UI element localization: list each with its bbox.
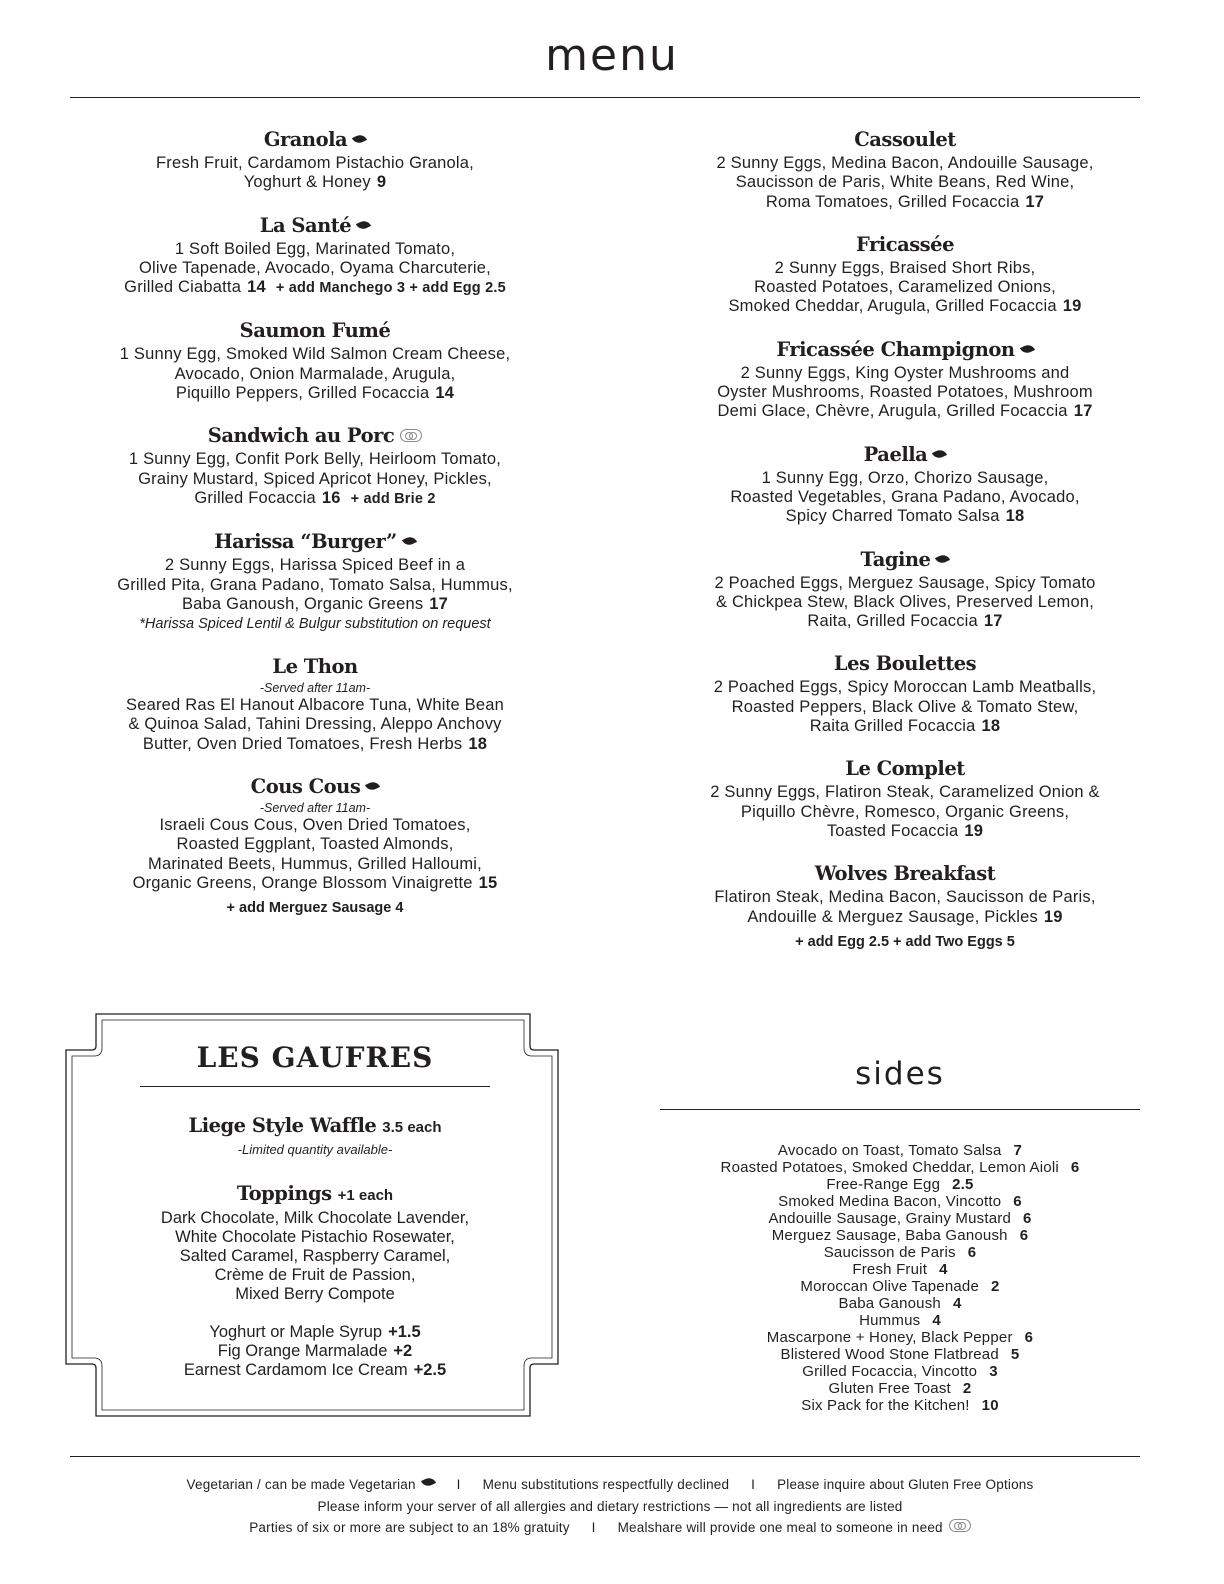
- side-item: [660, 1346, 1140, 1363]
- side-price: 6: [1023, 1210, 1032, 1227]
- description-line: [660, 364, 1150, 383]
- description-text: Demi Glace, Chèvre, Arugula, Grilled Focaccia: [717, 402, 1068, 421]
- item-description: [70, 240, 560, 299]
- item-addons: + add Brie 2: [350, 490, 436, 507]
- side-price: 4: [952, 1295, 962, 1312]
- description-text: Fresh Fruit, Cardamom Pistachio Granola,: [156, 154, 474, 172]
- toppings-line: Salted Caramel, Raspberry Caramel,: [179, 1247, 451, 1265]
- item-description: [70, 816, 560, 893]
- item-addons: + add Manchego 3 + add Egg 2.5: [275, 280, 506, 297]
- description-line: [70, 173, 560, 192]
- side-price: 2.5: [952, 1176, 974, 1193]
- side-item: [660, 1227, 1140, 1244]
- footer-line-1: [70, 1474, 1150, 1496]
- side-item: [660, 1142, 1140, 1159]
- description-text: Grainy Mustard, Spiced Apricot Honey, Pickles,: [138, 469, 492, 488]
- item-price: 19: [1062, 297, 1082, 316]
- extra-label: Fig Orange Marmalade: [217, 1342, 388, 1360]
- item-name-text: Les Boulettes: [833, 652, 977, 676]
- legend-veg-text: Vegetarian / can be made Vegetarian: [186, 1477, 416, 1492]
- description-text: Roma Tomatoes, Grilled Focaccia: [765, 192, 1020, 211]
- served-note: -Served after 11am-: [259, 801, 371, 816]
- description-text: Smoked Cheddar, Arugula, Grilled Focaccia: [728, 297, 1057, 316]
- description-line: [660, 888, 1150, 907]
- side-item: [660, 1244, 1140, 1261]
- item-name: [70, 212, 560, 240]
- side-item: [660, 1176, 1140, 1193]
- description-line: [70, 489, 560, 509]
- description-text: 2 Poached Eggs, Spicy Moroccan Lamb Meatballs,: [713, 678, 1097, 697]
- sides-list: [660, 1142, 1140, 1414]
- toppings-line: Dark Chocolate, Milk Chocolate Lavender,: [160, 1209, 470, 1227]
- item-name-text: Sandwich au Porc: [207, 424, 395, 448]
- description-line: [70, 154, 560, 173]
- item-name-text: Granola: [263, 128, 348, 151]
- side-label: Grilled Focaccia, Vincotto: [802, 1363, 978, 1380]
- description-line: [660, 297, 1150, 316]
- side-price: 10: [981, 1397, 999, 1414]
- item-name: [660, 755, 1150, 783]
- sides-divider: [660, 1109, 1140, 1110]
- item-name-text: Le Thon: [272, 655, 358, 679]
- footer-line-3: [70, 1517, 1150, 1539]
- item-name: [660, 860, 1150, 888]
- description-text: Baba Ganoush, Organic Greens: [181, 594, 424, 613]
- toppings-line: Mixed Berry Compote: [235, 1285, 395, 1303]
- side-price: 5: [1010, 1346, 1020, 1363]
- allergies-text: Please inform your server of all allergies and dietary restrictions — not all ingredients are listed: [317, 1498, 903, 1514]
- extra-label: Yoghurt or Maple Syrup: [209, 1323, 383, 1341]
- item-name-text: Fricassée Champignon: [776, 337, 1015, 361]
- footer-divider: [70, 1456, 1140, 1457]
- description-text: Oyster Mushrooms, Roasted Potatoes, Mushroom: [717, 383, 1093, 402]
- description-text: Roasted Vegetables, Grana Padano, Avocado,: [730, 487, 1080, 506]
- left-menu-column: [70, 126, 560, 937]
- gluten-free-text: Please inquire about Gluten Free Options: [777, 1477, 1034, 1492]
- side-label: Roasted Potatoes, Smoked Cheddar, Lemon Aioli: [720, 1159, 1059, 1176]
- extra-price: +2.5: [413, 1361, 447, 1379]
- item-price: 18: [468, 734, 488, 753]
- item-name-text: La Santé: [259, 213, 352, 237]
- side-label: Smoked Medina Bacon, Vincotto: [778, 1193, 1002, 1210]
- description-line: [660, 803, 1150, 822]
- description-line: [70, 450, 560, 469]
- description-line: [70, 278, 560, 298]
- description-text: Raita, Grilled Focaccia: [807, 612, 978, 631]
- description-text: Piquillo Peppers, Grilled Focaccia: [175, 384, 430, 403]
- extra-price: +1.5: [388, 1323, 421, 1341]
- item-name: [660, 546, 1150, 574]
- menu-item: [660, 546, 1150, 632]
- description-text: 1 Soft Boiled Egg, Marinated Tomato,: [174, 239, 456, 258]
- description-text: Organic Greens, Orange Blossom Vinaigrette: [132, 873, 473, 892]
- item-name: [70, 126, 560, 154]
- page-title: menu: [545, 30, 679, 81]
- description-text: Roasted Eggplant, Toasted Almonds,: [176, 835, 454, 854]
- side-price: 6: [1024, 1329, 1034, 1346]
- sides-title: sides: [855, 1056, 945, 1092]
- description-text: 2 Sunny Eggs, Medina Bacon, Andouille Sausage,: [716, 154, 1094, 172]
- description-line: [70, 696, 560, 715]
- header-divider: [70, 97, 1140, 98]
- side-label: Hummus: [859, 1312, 921, 1329]
- item-description: [70, 556, 560, 614]
- menu-item: [660, 650, 1150, 736]
- item-addon-line: + add Egg 2.5 + add Two Eggs 5: [795, 933, 1015, 950]
- side-item: [660, 1193, 1140, 1210]
- description-line: [70, 816, 560, 835]
- menu-item: [660, 441, 1150, 527]
- item-name: [660, 231, 1150, 259]
- side-price: 6: [1019, 1227, 1029, 1244]
- side-label: Gluten Free Toast: [828, 1380, 951, 1397]
- description-text: & Chickpea Stew, Black Olives, Preserved Lemon,: [715, 592, 1095, 611]
- side-item: [660, 1295, 1140, 1312]
- item-description: [660, 154, 1150, 212]
- waffle-name: [70, 1113, 560, 1141]
- item-price: 14: [247, 278, 266, 297]
- side-label: Avocado on Toast, Tomato Salsa: [777, 1142, 1002, 1159]
- side-item: [660, 1312, 1140, 1329]
- side-item: [660, 1278, 1140, 1295]
- toppings-name-text: Toppings: [236, 1182, 332, 1205]
- item-price: 19: [964, 821, 984, 840]
- item-description: [70, 345, 560, 403]
- menu-item: [660, 231, 1150, 317]
- description-line: [660, 383, 1150, 402]
- item-name: [70, 653, 560, 681]
- description-text: 2 Sunny Eggs, King Oyster Mushrooms and: [740, 363, 1070, 382]
- description-text: Grilled Pita, Grana Padano, Tomato Salsa, Hummus,: [117, 575, 513, 594]
- description-line: [660, 507, 1150, 526]
- side-label: Free-Range Egg: [826, 1176, 941, 1193]
- item-name-text: Paella: [863, 442, 928, 466]
- description-text: Israeli Cous Cous, Oven Dried Tomatoes,: [159, 816, 471, 835]
- menu-item: [70, 773, 560, 918]
- description-line: [70, 874, 560, 893]
- menu-item: [660, 126, 1150, 212]
- description-text: Grilled Ciabatta: [124, 278, 242, 297]
- mealshare-icon: [949, 1519, 971, 1532]
- description-line: [70, 345, 560, 364]
- description-text: Roasted Potatoes, Caramelized Onions,: [754, 278, 1056, 297]
- description-line: [660, 193, 1150, 212]
- description-text: Raita Grilled Focaccia: [809, 717, 976, 736]
- side-price: 6: [967, 1244, 977, 1261]
- description-text: Seared Ras El Hanout Albacore Tuna, White Bean: [126, 696, 504, 715]
- description-line: [70, 576, 560, 595]
- description-line: [660, 259, 1150, 278]
- item-name: [70, 422, 560, 450]
- item-name-text: Wolves Breakfast: [814, 862, 996, 886]
- item-description: [660, 364, 1150, 422]
- side-item: [660, 1159, 1140, 1176]
- item-price: 16: [321, 488, 341, 507]
- menu-item: [660, 860, 1150, 952]
- item-name: [660, 126, 1150, 154]
- description-text: Marinated Beets, Hummus, Grilled Halloumi,: [148, 854, 482, 873]
- extra-label: Earnest Cardamom Ice Cream: [183, 1361, 408, 1379]
- description-text: Saucisson de Paris, White Beans, Red Wine,: [735, 173, 1075, 192]
- leaf-icon: [1020, 342, 1035, 355]
- gaufres-extra-item: [70, 1342, 560, 1361]
- menu-item: [70, 212, 560, 299]
- footer: [70, 1474, 1150, 1539]
- side-label: Andouille Sausage, Grainy Mustard: [768, 1210, 1012, 1227]
- item-name-text: Tagine: [860, 547, 931, 571]
- item-price: 14: [435, 384, 455, 403]
- side-price: 4: [939, 1261, 948, 1278]
- gratuity-text: Parties of six or more are subject to an 18% gratuity: [249, 1520, 570, 1535]
- description-line: [70, 384, 560, 403]
- item-name-text: Cous Cous: [250, 775, 361, 799]
- gaufres-extra-item: [70, 1323, 560, 1342]
- item-price: 17: [1073, 402, 1093, 421]
- description-text: 2 Sunny Eggs, Flatiron Steak, Caramelized Onion &: [710, 783, 1100, 802]
- side-price: 3: [989, 1363, 998, 1380]
- waffle-price: 3.5 each: [382, 1119, 442, 1136]
- item-name: [70, 528, 560, 556]
- item-name-text: Le Complet: [845, 757, 965, 781]
- side-label: Saucisson de Paris: [823, 1244, 956, 1261]
- description-line: [660, 678, 1150, 697]
- item-description: [660, 783, 1150, 841]
- description-line: [70, 835, 560, 854]
- description-line: [660, 173, 1150, 192]
- side-label: Six Pack for the Kitchen!: [801, 1397, 970, 1414]
- description-text: 1 Sunny Egg, Confit Pork Belly, Heirloom Tomato,: [128, 450, 502, 469]
- menu-item: [70, 317, 560, 403]
- item-name: [70, 773, 560, 801]
- menu-item: [70, 422, 560, 509]
- item-description: [660, 259, 1150, 317]
- waffle-name-text: Liege Style Waffle: [188, 1114, 377, 1137]
- gaufres-extras: [70, 1323, 560, 1380]
- description-line: [70, 240, 560, 259]
- description-text: 2 Sunny Eggs, Harissa Spiced Beef in a: [164, 556, 466, 575]
- menu-item: [660, 755, 1150, 841]
- description-line: [660, 698, 1150, 717]
- item-name: [660, 650, 1150, 678]
- menu-item: [70, 126, 560, 193]
- menu-item: [660, 336, 1150, 422]
- description-line: [660, 822, 1150, 841]
- item-price: 9: [376, 173, 387, 192]
- item-description: [660, 888, 1150, 927]
- menu-item: [70, 528, 560, 634]
- substitutions-text: Menu substitutions respectfully declined: [482, 1477, 730, 1492]
- side-label: Moroccan Olive Tapenade: [800, 1278, 980, 1295]
- description-line: [660, 717, 1150, 736]
- leaf-icon: [356, 218, 371, 231]
- description-text: 1 Sunny Egg, Orzo, Chorizo Sausage,: [761, 468, 1049, 487]
- item-description: [70, 696, 560, 754]
- footer-separator: I: [751, 1477, 756, 1492]
- leaf-icon: [365, 780, 380, 793]
- description-line: [70, 556, 560, 575]
- right-menu-column: [660, 126, 1150, 971]
- side-item: [660, 1380, 1140, 1397]
- side-price: 7: [1013, 1142, 1023, 1159]
- side-item: [660, 1261, 1140, 1278]
- menu-item: [70, 653, 560, 754]
- description-text: Butter, Oven Dried Tomatoes, Fresh Herbs: [142, 734, 463, 753]
- description-line: [660, 783, 1150, 802]
- description-line: [660, 154, 1150, 173]
- item-price: 18: [1005, 507, 1025, 526]
- toppings-price: +1 each: [337, 1187, 394, 1204]
- gaufres-section: [70, 1038, 560, 1380]
- mealshare-icon: [400, 429, 422, 442]
- description-text: Olive Tapenade, Avocado, Oyama Charcuterie,: [139, 258, 491, 277]
- description-text: 1 Sunny Egg, Smoked Wild Salmon Cream Cheese,: [119, 345, 511, 364]
- description-text: 2 Poached Eggs, Merguez Sausage, Spicy Tomato: [714, 573, 1096, 592]
- side-label: Mascarpone + Honey, Black Pepper: [766, 1329, 1013, 1346]
- item-price: 17: [429, 594, 449, 613]
- footer-separator: I: [591, 1520, 596, 1535]
- item-price: 17: [1025, 192, 1045, 211]
- item-name: [660, 441, 1150, 469]
- toppings-line: White Chocolate Pistachio Rosewater,: [175, 1228, 455, 1246]
- description-line: [70, 259, 560, 278]
- description-text: Spicy Charred Tomato Salsa: [785, 507, 1000, 526]
- gaufres-divider: [140, 1086, 490, 1087]
- item-description: [660, 469, 1150, 527]
- toppings-line: Crème de Fruit de Passion,: [214, 1266, 416, 1284]
- side-price: 2: [991, 1278, 1000, 1295]
- item-name-text: Fricassée: [856, 232, 954, 256]
- description-text: Andouille & Merguez Sausage, Pickles: [747, 907, 1038, 926]
- leaf-icon: [421, 1476, 436, 1489]
- item-price: 17: [983, 612, 1003, 631]
- description-text: Avocado, Onion Marmalade, Arugula,: [174, 364, 456, 383]
- description-line: [660, 908, 1150, 927]
- description-text: Piquillo Chèvre, Romesco, Organic Greens,: [740, 802, 1070, 821]
- side-label: Merguez Sausage, Baba Ganoush: [771, 1227, 1008, 1244]
- item-description: [660, 574, 1150, 632]
- item-price: 19: [1043, 907, 1063, 926]
- item-description: [70, 450, 560, 509]
- side-label: Blistered Wood Stone Flatbread: [780, 1346, 999, 1363]
- description-line: [70, 595, 560, 614]
- substitution-note: *Harissa Spiced Lentil & Bulgur substitution on request: [139, 616, 491, 633]
- description-line: [70, 855, 560, 874]
- description-line: [660, 278, 1150, 297]
- description-line: [660, 612, 1150, 631]
- leaf-icon: [935, 552, 950, 565]
- side-price: 2: [962, 1380, 972, 1397]
- toppings-name: [70, 1181, 560, 1209]
- gaufres-extra-item: [70, 1361, 560, 1380]
- served-note: -Served after 11am-: [259, 681, 371, 696]
- description-line: [660, 574, 1150, 593]
- item-name-text: Harissa “Burger”: [214, 530, 397, 554]
- side-label: Fresh Fruit: [852, 1261, 928, 1278]
- item-name-text: Saumon Fumé: [239, 319, 391, 343]
- description-text: Roasted Peppers, Black Olive & Tomato Stew,: [731, 697, 1079, 716]
- leaf-icon: [402, 535, 417, 548]
- description-line: [70, 365, 560, 384]
- item-price: 15: [478, 873, 498, 892]
- side-price: 4: [932, 1312, 941, 1329]
- gaufres-title: LES GAUFRES: [196, 1041, 434, 1074]
- item-name: [660, 336, 1150, 364]
- toppings-description: [70, 1209, 560, 1304]
- side-item: [660, 1363, 1140, 1380]
- leaf-icon: [932, 447, 947, 460]
- description-text: Grilled Focaccia: [194, 488, 316, 507]
- item-description: [660, 678, 1150, 736]
- description-text: & Quinoa Salad, Tahini Dressing, Aleppo Anchovy: [128, 715, 502, 734]
- extra-price: +2: [393, 1342, 413, 1360]
- description-text: Flatiron Steak, Medina Bacon, Saucisson de Paris,: [714, 888, 1096, 907]
- description-text: Yoghurt & Honey: [243, 173, 371, 192]
- description-line: [660, 469, 1150, 488]
- side-item: [660, 1397, 1140, 1414]
- item-name: [70, 317, 560, 345]
- mealshare-text: Mealshare will provide one meal to someone in need: [617, 1520, 943, 1535]
- waffle-note: -Limited quantity available-: [237, 1142, 393, 1157]
- leaf-icon: [352, 133, 367, 146]
- description-line: [70, 470, 560, 489]
- description-line: [660, 593, 1150, 612]
- item-addon-line: + add Merguez Sausage 4: [226, 900, 404, 917]
- side-price: 6: [1070, 1159, 1080, 1176]
- item-description: [70, 154, 560, 193]
- description-line: [70, 735, 560, 754]
- footer-separator: I: [456, 1477, 461, 1492]
- side-label: Baba Ganoush: [838, 1295, 941, 1312]
- side-price: 6: [1013, 1193, 1022, 1210]
- description-line: [660, 402, 1150, 421]
- description-line: [660, 488, 1150, 507]
- item-price: 18: [981, 717, 1001, 736]
- description-text: 2 Sunny Eggs, Braised Short Ribs,: [774, 258, 1036, 277]
- side-item: [660, 1329, 1140, 1346]
- description-line: [70, 715, 560, 734]
- description-text: Toasted Focaccia: [826, 821, 959, 840]
- side-item: [660, 1210, 1140, 1227]
- item-name-text: Cassoulet: [854, 128, 956, 151]
